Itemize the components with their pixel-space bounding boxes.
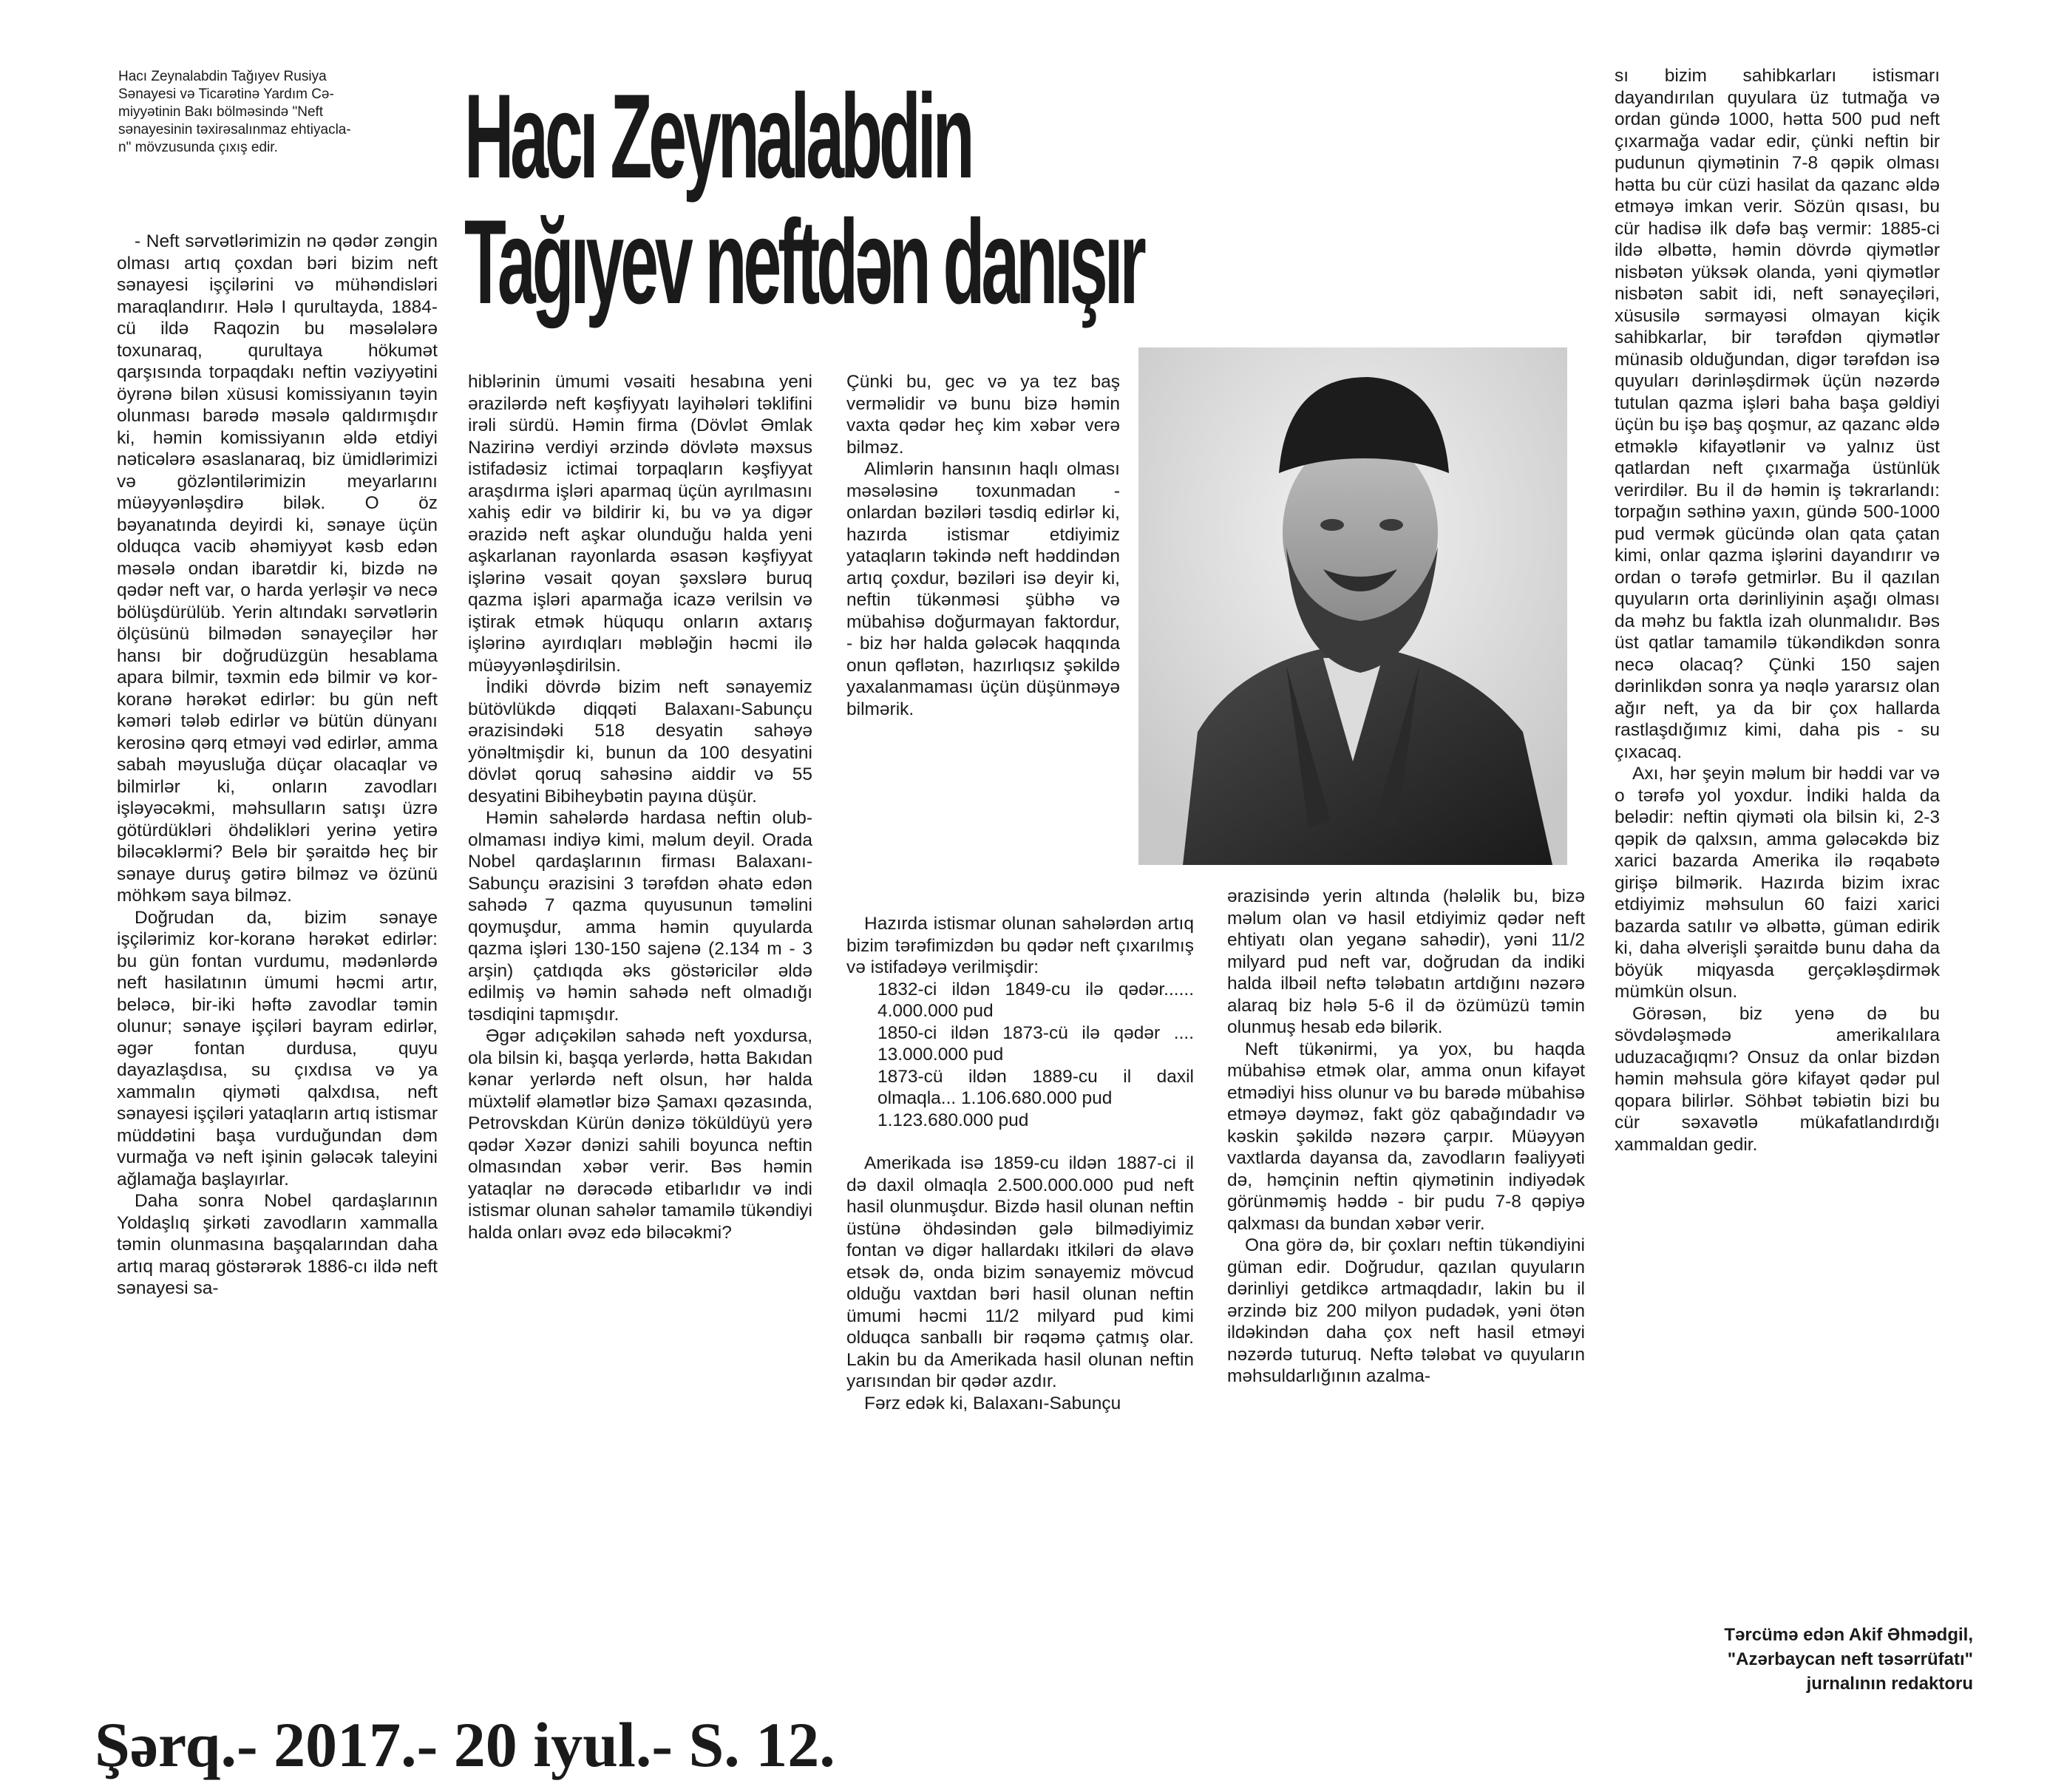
list-item: 1832-ci ildən 1849-cu ilə qədər...... 4.000.000 pud xyxy=(877,979,1194,1021)
list-item: 1873-cü ildən 1889-cu il daxil olmaqla... 1.106.680.000 pud xyxy=(877,1066,1194,1108)
paragraph: sı bizim sahibkarları istismarı dayandırılan quyulara üz tutmağa və ordan gündə 1000, hətta 500 pud neft çıxarmağa vadar edir, çünki neftin bir pudunun qiymətinin 7-8 qəpik olması hətta bu cür cüzi hasilat da qazanc əldə etməyə imkan verir. Sözün qısası, bu cür hadisə ilk dəfə baş vermir: 1885-ci ildə əlbəttə, həmin dövrdə qiymətlər nisbətən yüksək olanda, yəni qiymətlər nisbətən sabit idi, neft sənayeçiləri, xüsusilə sərmayəsi olmayan kiçik sahibkarlar, bir tərəfdən qiymətlər münasib olduğundan, digər tərəfdən isə quyuları dərinləşdirmək üçün nəzərdə tutulan qazma işləri baha başa gəldiyi üçün bu işə baş qoşmur, az qazanc əldə etməklə kifayətlənir və yalnız üst qatlardan neft çıxarmağa üstünlük verirdilər. Bu il də həmin iş təkrarlandı: torpağın səthinə yaxın, gündə 500-1000 pud vermək gücündə olan qata çatan kimi, onlar qazma işlərini dayandırır və ordan o tərəfə getmirlər. Bu il qazılan quyuların orta dərinliyinin aşağı olması da məhz bu faktla izah olunmalıdır. Bəs üst qatlar tamamilə tükəndikdən sonra necə olacaq? Çünki 150 sajen dərinlikdən sonra ya nəqlə yararsız olan ağır neft, ya da bir çox hallarda rastlaşdığımız kimi, daha pis - su çıxacaq. xyxy=(1615,66,1940,762)
photo-caption: Hacı Zeynalabdin Tağıyev Rusiya Sənayesi və Ticarətinə Yardım Cə- miyyətinin Bakı bölməsində "Neft sənayesinin təxirəsalınmaz ehtiyacla- n" mövzusunda çıxış edir. xyxy=(118,69,351,155)
paragraph: Hazırda istismar olunan sahələrdən artıq bizim tərəfimizdən bu qədər neft çıxarılmış və istifadəyə verilmişdir: xyxy=(846,914,1194,977)
column-3-bottom xyxy=(846,913,1194,1414)
paragraph: - Neft sərvətlərimizin nə qədər zəngin olması artıq çoxdan bəri bizim neft sənayesi işçilərini və mühəndisləri maraqlandırır. Hələ I qurultayda, 1884-cü ildə Raqozin bu məsələlərə toxunaraq, qurultaya hökumət qarşısında torpaqdakı neftin vəziyyətini öyrənə bilən xüsusi komissiyanın təyin olunması barədə məsələ qaldırmışdır ki, həmin komissiyanın əldə etdiyi nəticələrə əsaslanaraq, biz ümidlərimizi və gözləntilərimizin meyarlarını müəyyənləşdirə bilək. O öz bəyanatında deyirdi ki, sənaye üçün olduqca vacib əhəmiyyət kəsb edən məsələ ondan ibarətdir ki, bizdə nə qədər neft var, o harda yerləşir və necə bölüşdürülüb. Yerin altındakı sərvətlərin ölçüsünü bilmədən sənayeçilər hər hansı bir doğrudüzgün hesablama apara bilmir, təxmin edə bilmir və kor-koranə hərəkət edirlər: bu gün neft kəməri tələb edirlər və bütün dünyanı kerosinə qərq etməyi vəd edirlər, amma sabah məyusluğa düçar olacaqlar və bilmirlər ki, onların zavodları işləyəcəkmi, məhsulların satışı üzrə götürdükləri öhdəlikləri yerinə yetirə biləcəklərmi? Belə bir şəraitdə heç bir sənaye duruş gətirə bilməz və özünü möhkəm saya bilməz. xyxy=(117,231,438,906)
portrait-photo xyxy=(1138,347,1567,865)
paragraph: Çünki bu, gec və ya tez baş verməlidir və bunu bizə həmin vaxta qədər heç kim xəbər verə bilməz. xyxy=(846,372,1120,458)
paragraph: Həmin sahələrdə hardasa neftin olub-olmaması indiyə kimi, məlum deyil. Orada Nobel qardaşlarının firması Balaxanı-Sabunçu ərazisini 3 tərəfdən əhatə edən sahədə 7 qazma quyusunun təməlini qoymuşdur, amma həmin quyularda qazma işləri 130-150 sajenə (2.134 m - 3 arşin) çatdıqda əks göstəricilər əldə edilmiş və həmin sahədə neft olmadığı təsdiqini tapmışdır. xyxy=(468,808,812,1025)
column-3-top xyxy=(846,371,1120,720)
list-item: 1850-ci ildən 1873-cü ilə qədər .... 13.000.000 pud xyxy=(877,1022,1194,1065)
source-citation: Şərq.- 2017.- 20 iyul.- S. 12. xyxy=(95,1709,835,1780)
spacer xyxy=(846,1131,1194,1153)
paragraph: Axı, hər şeyin məlum bir həddi var və o tərəfə yol yoxdur. İndiki halda da belədir: neftin qiyməti ola bilsin ki, 2-3 qəpik də qalxsın, amma gələcəkdə biz xarici bazarda Amerika ilə rəqabətə girişə bilmərik. Hazırda bizim ixrac etdiyimiz məhsulun 60 faizi xarici bazarda satılır və əlbəttə, güman edirik ki, daha əlverişli şəraitdə bunu daha da böyük miqyasda gerçəkləşdirmək mümkün olsun. xyxy=(1615,764,1940,1002)
paragraph: Görəsən, biz yenə də bu sövdələşmədə amerikalılara uduzacağıqmı? Onsuz da onlar bizdən həmin məhsula görə kifayət qədər pul qopara bilirlər. Söhbət təbiətin bizi bu cür səxavətlə mükafatlandırdığı xammaldan gedir. xyxy=(1615,1003,1940,1155)
paragraph: İndiki dövrdə bizim neft sənayemiz bütövlükdə diqqəti Balaxanı-Sabunçu ərazisindəki 518 desyatin sahəyə yönəltmişdir ki, bunun da 100 desyatini dövlət qoruq sahəsinə aiddir və 55 desyatini Bibiheybətin payına düşür. xyxy=(468,677,812,807)
paragraph: hiblərinin ümumi vəsaiti hesabına yeni ərazilərdə neft kəşfiyyatı layihələri təklifini irəli sürdü. Həmin firma (Dövlət Əmlak Nazirinə verdiyi ərzində dövlətə məxsus istifadəsiz ictimai torpaqların kəşfiyyat araşdırma işləri aparmaq üçün ayrılmasını xahiş edir və bildirir ki, bu və ya digər ərazidə neft aşkar olunduğu halda yeni aşkarlanan rayonlarda əsasən kəşfiyyat işlərinə vəsait qoyan şəxslərə buruq qazma işləri aparmağa icazə verilsin və iştirak etmək hüququ onların axtarış işlərinə ayırdıqları məbləğin həcmi ilə müəyyənləşdirilsin. xyxy=(468,372,812,676)
paragraph: Daha sonra Nobel qardaşlarının Yoldaşlıq şirkəti zavodların xammalla təmin olunmasına başqalarından daha artıq maraq göstərərək 1886-cı ildə neft sənayesi sa- xyxy=(117,1191,438,1298)
paragraph: Neft tükənirmi, ya yox, bu haqda mübahisə etmək olar, amma onun kifayət etmədiyi hiss olunur və bu barədə mübahisə etməyə dəyməz, fakt göz qabağındadır və kəskin şəkildə nəzərə çarpır. Müəyyən vaxtlarda dayansa da, zavodların fəaliyyəti də, həmçinin neftin qiymətinin indiyədək görünməmiş həddə - bir pudu 7-8 qəpiyə qalxması da bundan xəbər verir. xyxy=(1227,1039,1585,1234)
paragraph: Alimlərin hansının haqlı olması məsələsinə toxunmadan - onlardan bəziləri təsdiq edirlər ki, hazırda istismar etdiyimiz yataqların təkində neft həddindən artıq çoxdur, bəziləri isə deyir ki, neftin tükənməsi şübhə və mübahisə doğurmayan faktordur, - biz hər halda gələcək haqqında onun qəflətən, hazırlıqsız şəkildə yaxalanmaması üçün düşünməyə bilmərik. xyxy=(846,459,1120,719)
translator-signature: Tərcümə edən Akif Əhmədgil, "Azərbaycan neft təsərrüfatı" jurnalının redaktoru xyxy=(1724,1625,1973,1694)
column-1 xyxy=(117,231,438,1300)
paragraph: ərazisində yerin altında (hələlik bu, bizə məlum olan və hasil etdiyimiz qədər neft ehtiyatı olan yeganə sahədir), yəni 11/2 milyard pud neft var, doğrudan da indiki halda ilbəil neftə tələbatın artdığını nəzərə alaraq biz hələ 5-6 il də özümüzü təmin olunmuş hesab edə bilərik. xyxy=(1227,886,1585,1037)
paragraph: Əgər adıçəkilən sahədə neft yoxdursa, ola bilsin ki, başqa yerlərdə, hətta Bakıdan kənar yerlərdə neft olsun, hər halda müxtəlif əlamətlər bizə Şamaxı qəzasında, Petrovskdan Kürün dənizə töküldüyü yerə qədər Xəzər dənizi sahili boyunca neftin olmasından xəbər verir. Bəs həmin yataqlar nə dərəcədə etibarlıdır və indi istismar olunan sahələr tamamilə tükəndiyi halda onları əvəz edə biləcəkmi? xyxy=(468,1026,812,1243)
paragraph: Doğrudan da, bizim sənaye işçilərimiz kor-koranə hərəkət edirlər: bu gün fontan vurdumu, mədənlərdə neft hasilatının ümumi həcmi artır, beləcə, bir-iki həftə zavodlar təmin olunur; sənaye işçiləri bayram edirlər, əgər fontan durdusa, quyu dayazlaşdısa, su çıxdısa və ya xammalın qiyməti qalxdısa, neft sənayesi işçiləri yataqların artıq istismar müddətini başa vurduğundan dəm vurmağa və neft işinin gələcək taleyini ağlamağa başlayırlar. xyxy=(117,907,438,1189)
column-4 xyxy=(1227,886,1585,1388)
paragraph: Amerikada isə 1859-cu ildən 1887-ci il də daxil olmaqla 2.500.000.000 pud neft hasil olunmuşdur. Bizdə hasil olunan neftin üstünə öhdəsindən gələ bilmədiyimiz fontan və digər hallardakı itkiləri də əlavə etsək də, onda bizim sənayemiz mövcud olduğu vaxtdan bəri hasil olunan neftin ümumi həcmi 11/2 milyard pud kimi olduqca sanballı bir rəqəmə çatmış olar. Lakin bu da Amerikada hasil olunan neftin yarısından bir qədər azdır. xyxy=(846,1153,1194,1391)
headline-line-2: Tağıyev neftdən danışır xyxy=(464,194,1143,329)
column-2 xyxy=(468,371,812,1243)
paragraph: Fərz edək ki, Balaxanı-Sabunçu xyxy=(864,1393,1121,1413)
column-5 xyxy=(1615,65,1940,1155)
headline-line-1: Hacı Zeynalabdin xyxy=(464,69,971,203)
paragraph: Ona görə də, bir çoxları neftin tükəndiyini güman edir. Doğrudur, qazılan quyuların dərinliyi getdikcə artmaqdadır, lakin bu il ərzində biz 200 milyon pudadək, yəni ötən ildəkindən daha çox neft hasil etməyi nəzərdə tuturuq. Neftə tələbat və quyuların məhsuldarlığının azalma- xyxy=(1227,1235,1585,1386)
list-item: 1.123.680.000 pud xyxy=(877,1110,1029,1130)
